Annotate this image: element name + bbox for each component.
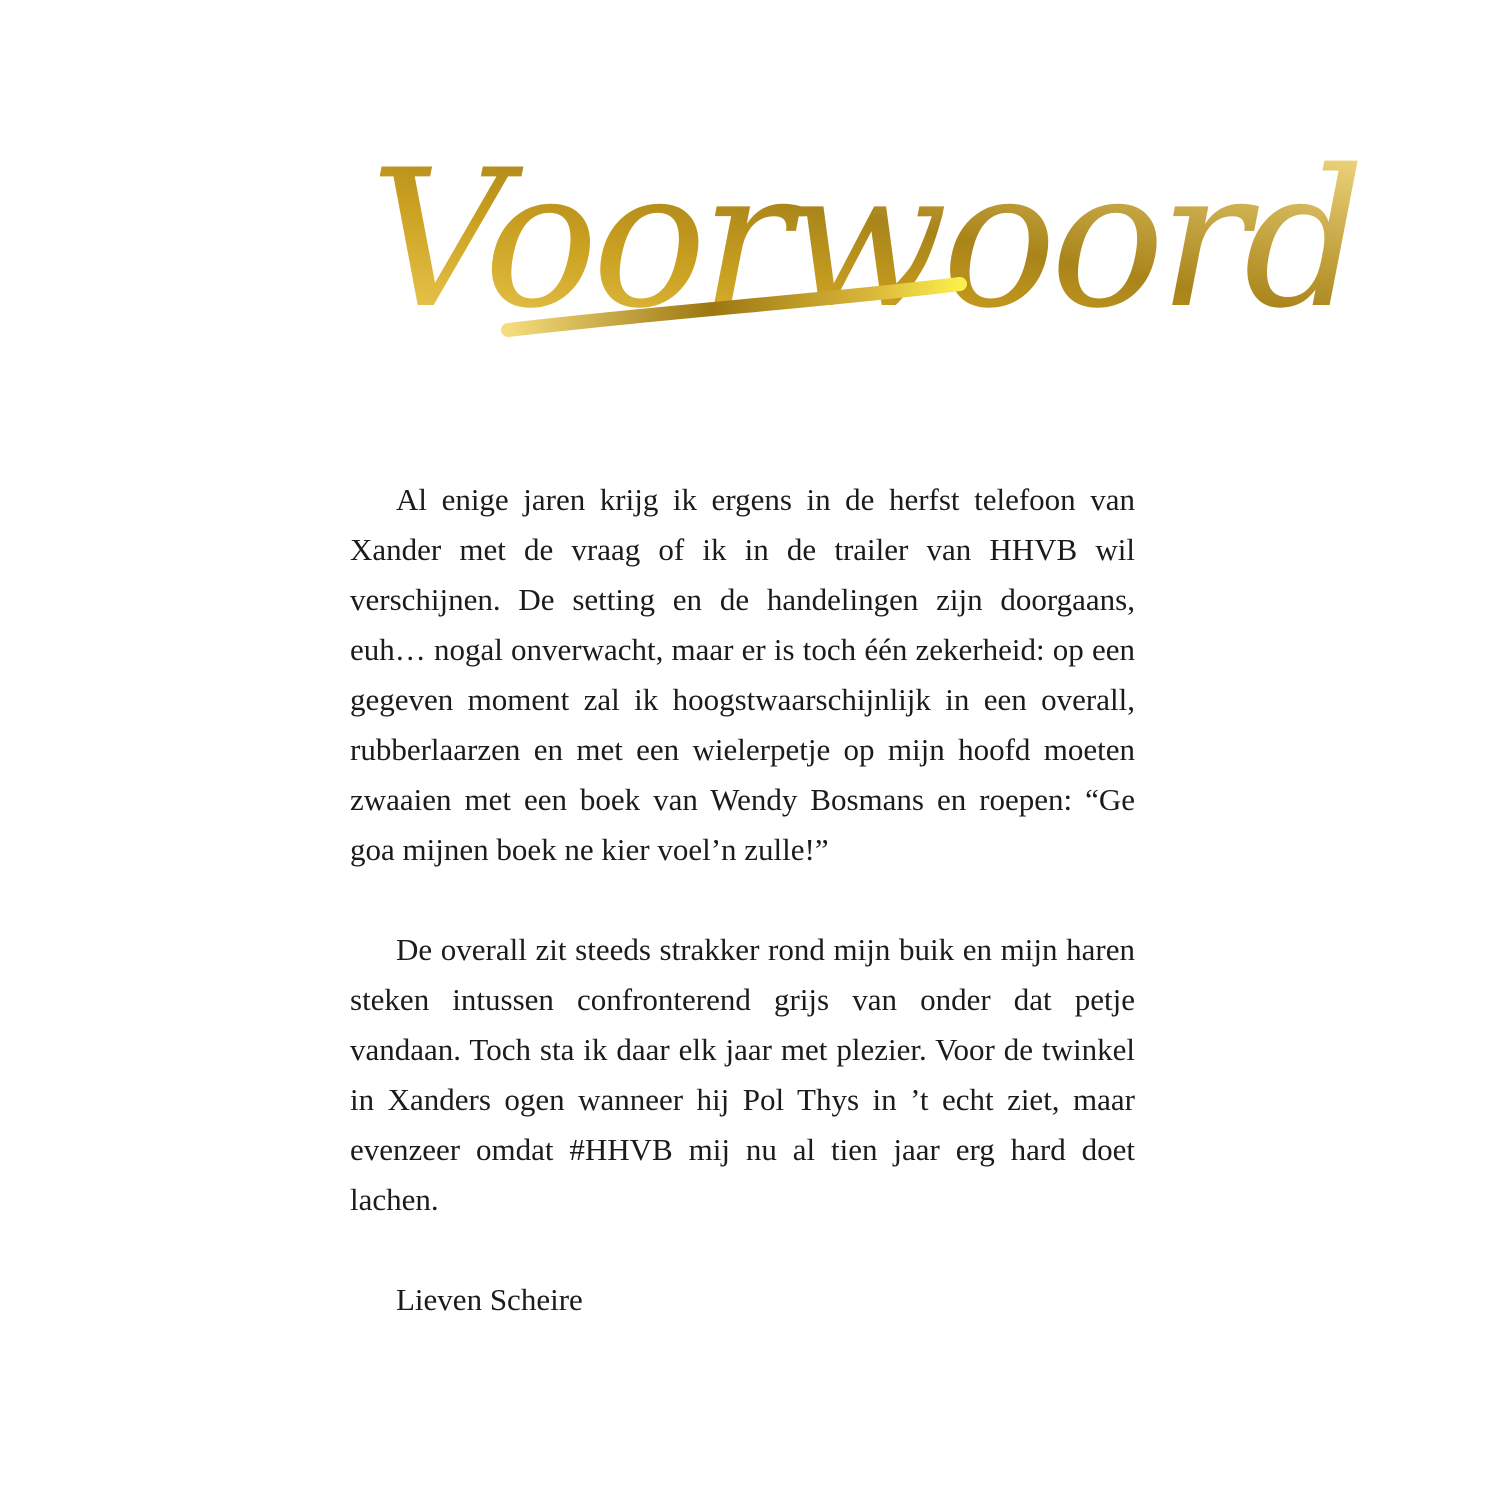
voorwoord-script-title [360, 100, 1360, 360]
foreword-body [350, 475, 1135, 1325]
foreword-paragraph-2: De overall zit steeds strakker rond mijn buik en mijn haren steken intussen confronterend grijs van onder dat petje vandaan. Toch sta ik daar elk jaar met plezier. Voor de twinkel in Xanders ogen wanneer hij Pol Thys in ’t echt ziet, maar evenzeer omdat #HHVB mij nu al tien jaar erg hard doet lachen. [350, 932, 1135, 1217]
page-title-lettering [360, 100, 1360, 360]
foreword-paragraph-1: Al enige jaren krijg ik ergens in de herfst telefoon van Xander met de vraag of ik in de trailer van HHVB wil verschijnen. De setting en de handelingen zijn doorgaans, euh… nogal onverwacht, maar er is toch één zekerheid: op een gegeven moment zal ik hoogstwaarschijnlijk in een overall, rubberlaarzen en met een wielerpetje op mijn hoofd moeten zwaaien met een boek van Wendy Bosmans en roepen: “Ge goa mijnen boek ne kier voel’n zulle!” [350, 482, 1135, 867]
author-signature: Lieven Scheire [396, 1282, 583, 1317]
title-text: Voorwoord [370, 129, 1360, 350]
